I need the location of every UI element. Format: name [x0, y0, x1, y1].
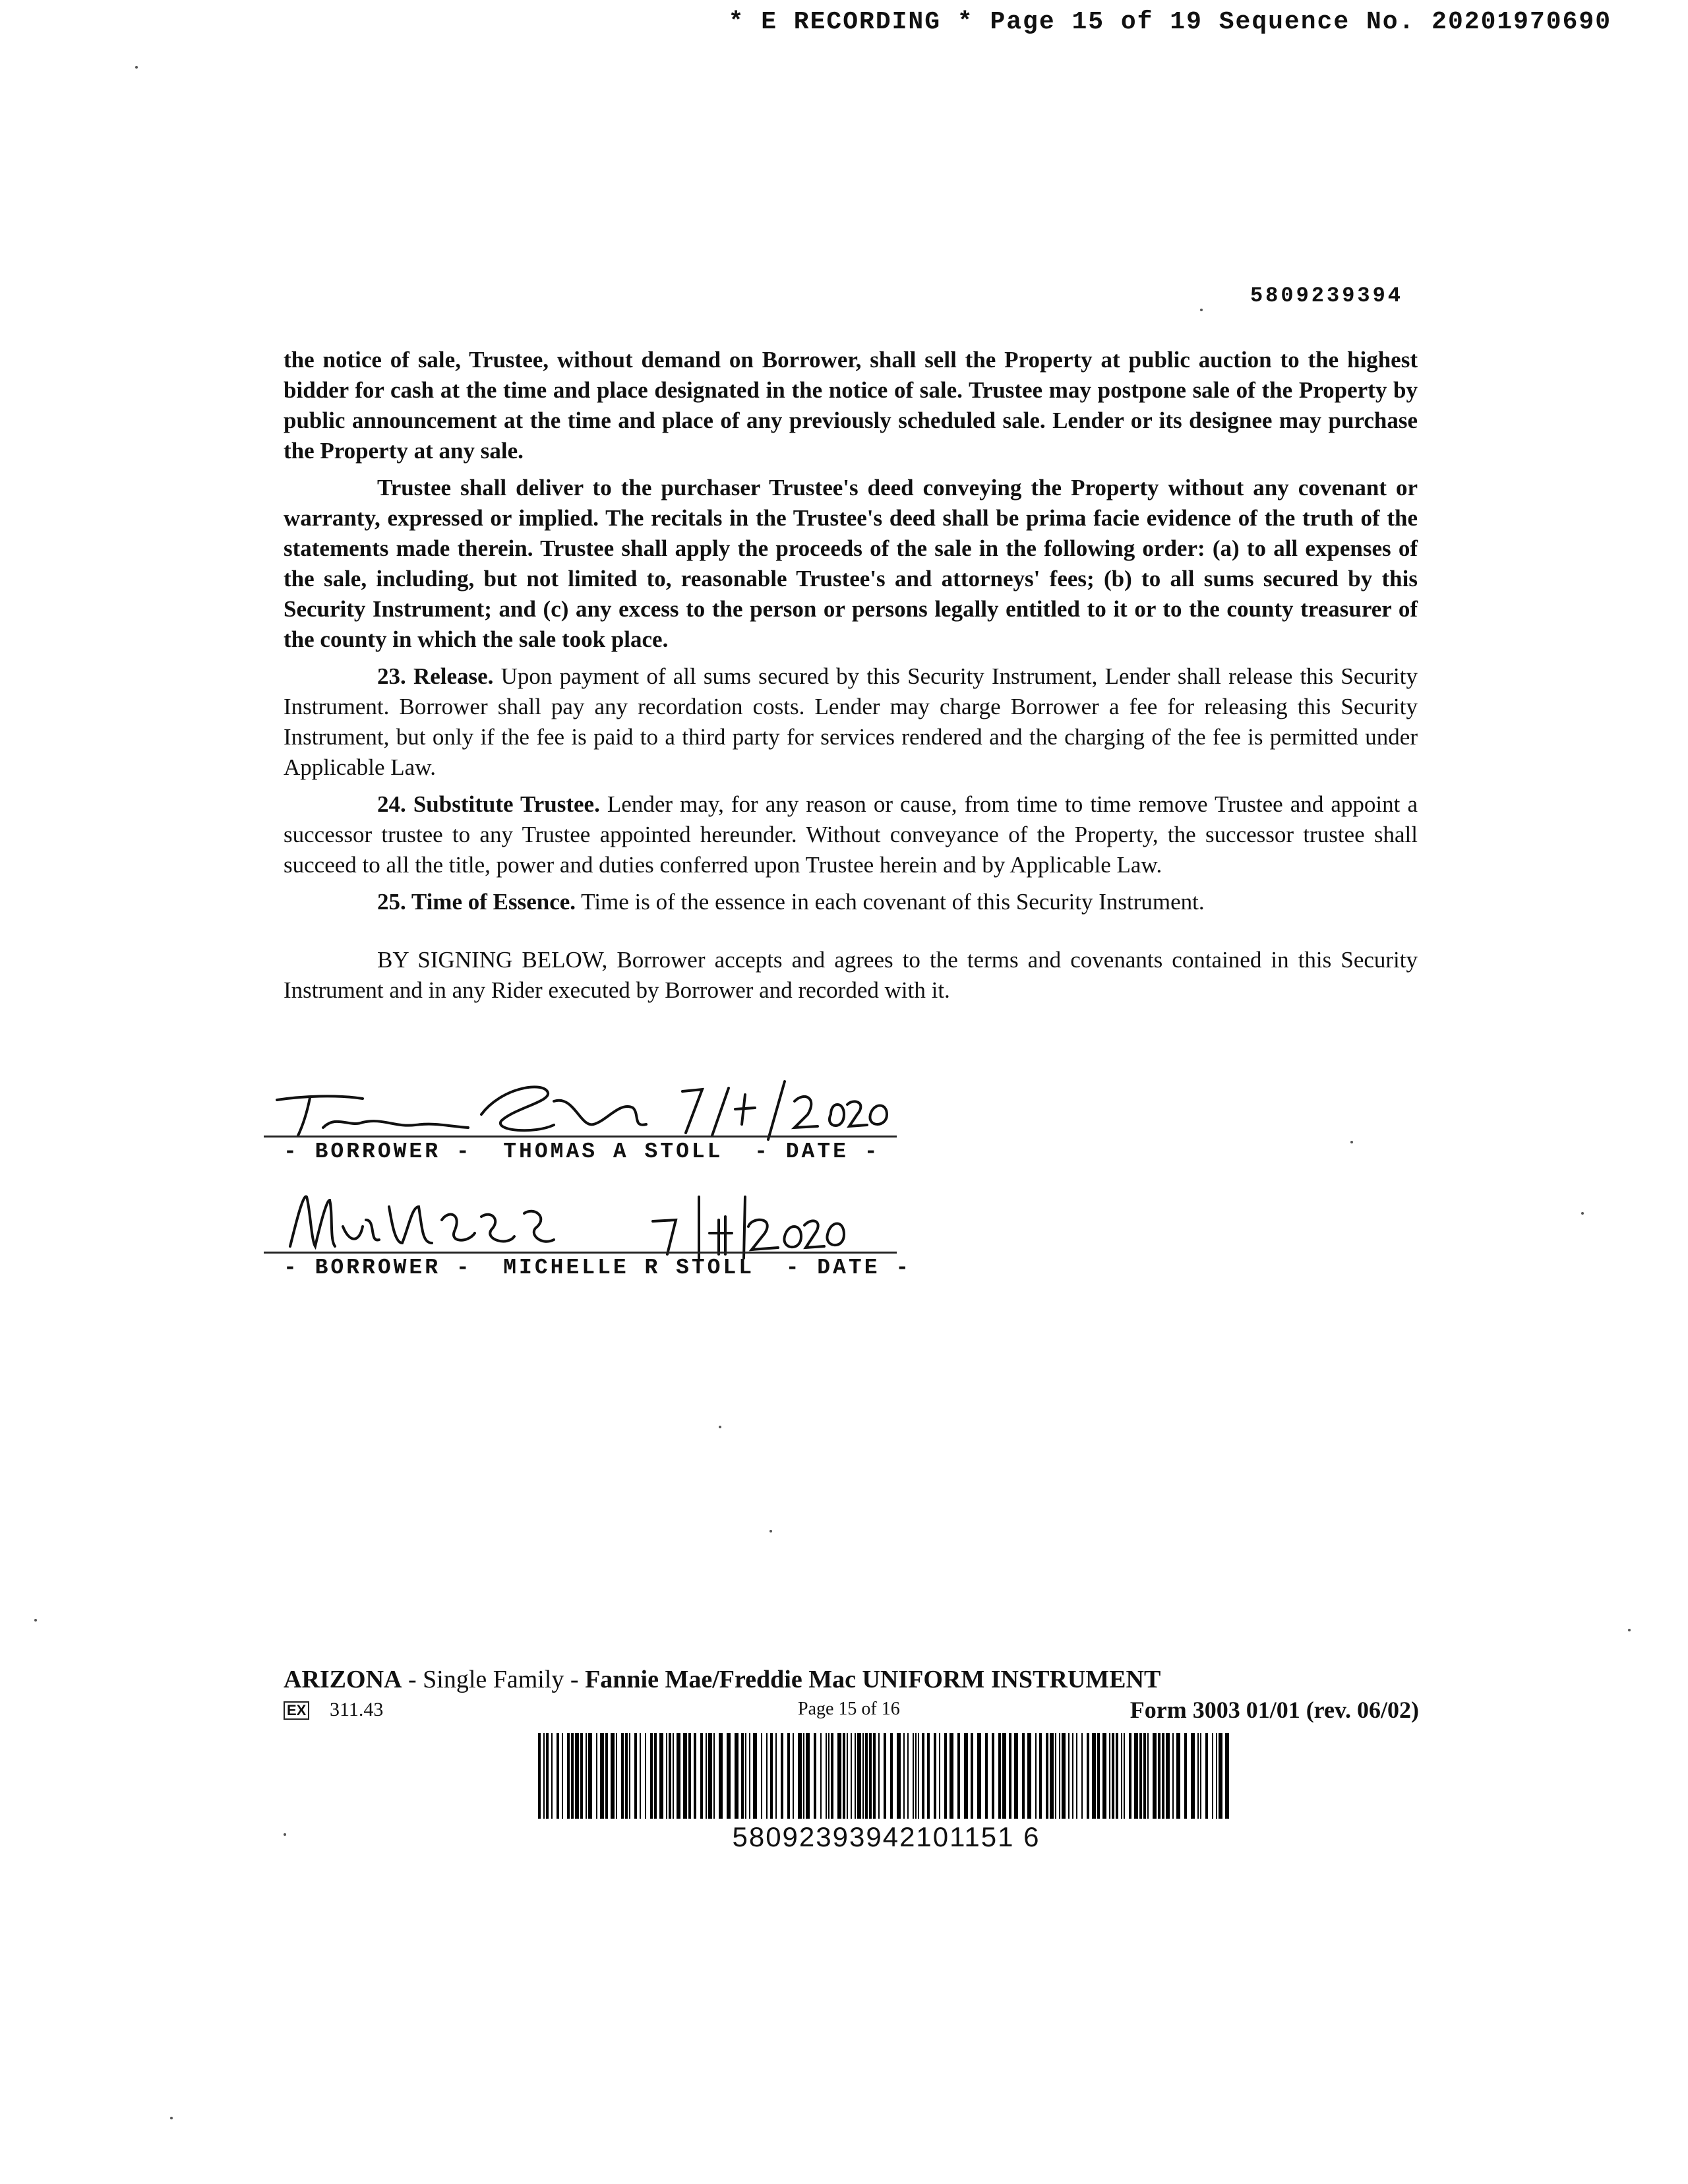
barcode-bar [1191, 1733, 1195, 1819]
barcode-bar [669, 1733, 671, 1819]
barcode-bar [666, 1733, 667, 1819]
barcode-bar [944, 1733, 947, 1819]
barcode-bar [654, 1733, 657, 1819]
barcode-bar [1166, 1733, 1170, 1819]
barcode-bar [1102, 1733, 1106, 1819]
signature-line [264, 1136, 897, 1138]
barcode-bar [907, 1733, 909, 1819]
document-body [284, 345, 1418, 1006]
barcode-bar [977, 1733, 981, 1819]
barcode-bar [1153, 1733, 1157, 1819]
barcode-bar [793, 1733, 794, 1819]
form-code: 311.43 [330, 1699, 384, 1720]
barcode-bar [586, 1733, 587, 1819]
signature-caption: - BORROWER - THOMAS A STOLL - DATE - [284, 1139, 880, 1164]
barcode-bar [611, 1733, 615, 1819]
barcode-bar [1197, 1733, 1199, 1819]
barcode-bar [634, 1733, 637, 1819]
barcode-bar [865, 1733, 868, 1819]
barcode-bar [694, 1733, 696, 1819]
paragraph-notice-of-sale: the notice of sale, Trustee, without demand on Borrower, shall sell the Property at public auction to the highest bidder for cash at the time and place designated in the notice of sale. Trustee may postpone sale of the Property by public announcement at the time and place of any previously scheduled sale. Lender or its designee may purchase the Property at any sale. [284, 347, 1418, 464]
barcode-bar [1116, 1733, 1118, 1819]
barcode-bar [1121, 1733, 1122, 1819]
barcode-number: 58092393942101151 6 [732, 1821, 1040, 1852]
barcode-bar [957, 1733, 960, 1819]
section-heading: 24. Substitute Trustee. [377, 791, 600, 817]
form-title [284, 1665, 1160, 1694]
barcode-bar [645, 1733, 646, 1819]
barcode-bar [677, 1733, 680, 1819]
paragraph-release [284, 661, 1418, 783]
barcode-bar [706, 1733, 707, 1819]
barcode-bar [939, 1733, 940, 1819]
barcode-bar [749, 1733, 750, 1819]
barcode-bar [843, 1733, 845, 1819]
barcode-bar [571, 1733, 574, 1819]
barcode-bar [1143, 1733, 1146, 1819]
handwritten-date [653, 1197, 844, 1258]
barcode-bar [1225, 1733, 1229, 1819]
barcode-bar [884, 1733, 886, 1819]
barcode-bar [557, 1733, 559, 1819]
barcode-bar [1022, 1733, 1025, 1819]
scan-speck [284, 1833, 286, 1836]
barcode-bar [1162, 1733, 1164, 1819]
barcode-bar [1014, 1733, 1018, 1819]
barcode-bar [575, 1733, 579, 1819]
barcode-bar [913, 1733, 914, 1819]
barcode-bar [890, 1733, 893, 1819]
scan-speck [1200, 309, 1203, 311]
signature-block-thomas [264, 1062, 897, 1167]
barcode-bar [1139, 1733, 1142, 1819]
barcode-bar [831, 1733, 833, 1819]
barcode-bar [735, 1733, 738, 1819]
barcode-bar [562, 1733, 563, 1819]
barcode-bar [803, 1733, 804, 1819]
barcode-bar [897, 1733, 901, 1819]
barcode-bar [1158, 1733, 1160, 1819]
barcode-bar [1112, 1733, 1114, 1819]
barcode-bar [922, 1733, 924, 1819]
barcode-bar [1176, 1733, 1180, 1819]
barcode-bar [1134, 1733, 1138, 1819]
handwritten-signature [264, 1062, 897, 1141]
barcode-bar [770, 1733, 773, 1819]
barcode-bar [1076, 1733, 1077, 1819]
barcode-bar [1129, 1733, 1131, 1819]
section-text: Lender may, for any reason or cause, from time to time remove Trustee and appoint a successor trustee to any Trustee appointed hereunder. Without conveyance of the Property, the successor trustee shall succeed to all the title, power and duties conferred upon Trustee herein and by Applicable Law. [284, 791, 1418, 878]
barcode-bar [688, 1733, 691, 1819]
barcode-bar [596, 1733, 597, 1819]
barcode-bar [878, 1733, 880, 1819]
barcode-bar [998, 1733, 1001, 1819]
section-heading: 25. Time of Essence. [377, 889, 576, 915]
paragraph-trustee-deed: Trustee shall deliver to the purchaser Trustee's deed conveying the Property without any covenant or warranty, expressed or implied. The recitals in the Trustee's deed shall be prima facie evidence of the truth of the statements made therein. Trustee shall apply the proceeds of the sale in the following order: (a) to all expenses of the sale, including, but not limited to, reasonable Trustee's and attorneys' fees; (b) to all sums secured by this Security Instrument; and (c) any excess to the person or persons legally entitled to it or to the county treasurer of the county in which the sale took place. [284, 475, 1418, 652]
barcode-bar [903, 1733, 905, 1819]
barcode-bar [1035, 1733, 1037, 1819]
barcode-bar [713, 1733, 715, 1819]
barcode-bar [820, 1733, 822, 1819]
scan-speck [1628, 1629, 1631, 1631]
barcode-bar [1087, 1733, 1089, 1819]
barcode-bar [1027, 1733, 1031, 1819]
barcode-bar [992, 1733, 994, 1819]
form-title-part: Fannie Mae/Freddie Mac UNIFORM INSTRUMENT [585, 1666, 1161, 1693]
barcode-bar [869, 1733, 872, 1819]
barcode-bar [775, 1733, 777, 1819]
barcode-bar [787, 1733, 790, 1819]
barcode-bar [1216, 1733, 1217, 1819]
form-state: ARIZONA [284, 1666, 402, 1693]
barcode-bar [1002, 1733, 1006, 1819]
barcode-bar [588, 1733, 592, 1819]
barcode-bar [683, 1733, 687, 1819]
paragraph-substitute-trustee [284, 789, 1418, 880]
barcode-bar [543, 1733, 545, 1819]
barcode-bar [1212, 1733, 1213, 1819]
barcode-bar [741, 1733, 744, 1819]
barcode-bar [673, 1733, 674, 1819]
section-text: Time is of the essence in each covenant of this Security Instrument. [576, 889, 1205, 915]
signature-block-michelle [264, 1180, 912, 1286]
barcode-bar [814, 1733, 816, 1819]
scan-speck [34, 1619, 37, 1622]
barcode-bar [781, 1733, 783, 1819]
scan-speck [170, 2117, 173, 2119]
barcode-bar [700, 1733, 703, 1819]
form-page-number: Page 15 of 16 [798, 1699, 900, 1719]
paragraph-time-of-essence [284, 887, 1418, 917]
barcode-bar [659, 1733, 663, 1819]
barcode-bar [1172, 1733, 1174, 1819]
barcode-bar [873, 1733, 876, 1819]
section-text: Upon payment of all sums secured by this Security Instrument, Lender shall release this Security Instrument. Borrower shall pay any recordation costs. Lender may charge Borrower a fee for releasing this Security Instrument, but only if the fee is paid to a third party for services rendered and the charging of the fee is permitted under Applicable Law. [284, 663, 1418, 780]
barcode-bar [605, 1733, 608, 1819]
barcode-bar [753, 1733, 757, 1819]
scan-speck [1581, 1212, 1584, 1215]
recording-header: * E RECORDING * Page 15 of 19 Sequence No. 20201970690 [728, 8, 1612, 36]
handwritten-date [682, 1081, 887, 1139]
signature-line [264, 1252, 897, 1254]
form-subline [284, 1699, 1419, 1725]
barcode-bar [837, 1733, 841, 1819]
barcode-bar [719, 1733, 723, 1819]
barcode-bar [985, 1733, 988, 1819]
barcode-bar [934, 1733, 936, 1819]
barcode-bar [798, 1733, 802, 1819]
barcode-bar [1068, 1733, 1070, 1819]
barcode-bar [851, 1733, 852, 1819]
barcode-bar [1092, 1733, 1096, 1819]
paragraph-signing-statement: BY SIGNING BELOW, Borrower accepts and agrees to the terms and covenants contained in this Security Instrument and in any Rider executed by Borrower and recorded with it. [284, 947, 1418, 1003]
signature-caption: - BORROWER - MICHELLE R STOLL - DATE - [284, 1256, 912, 1280]
barcode-bar [828, 1733, 829, 1819]
form-code-box: EX [284, 1701, 309, 1720]
barcode-bar [927, 1733, 930, 1819]
scan-speck [719, 1426, 721, 1428]
barcode-bar [625, 1733, 628, 1819]
barcode-bar [1062, 1733, 1066, 1819]
handwritten-signature [264, 1180, 897, 1259]
barcode-bar [1050, 1733, 1054, 1819]
barcode-bar [1219, 1733, 1222, 1819]
barcode-bar [855, 1733, 856, 1819]
scan-speck [769, 1530, 772, 1532]
barcode-bar [629, 1733, 630, 1819]
barcode-bar [567, 1733, 570, 1819]
barcode-bar [1097, 1733, 1100, 1819]
barcode-bar [1124, 1733, 1125, 1819]
barcode-bar [1147, 1733, 1149, 1819]
barcode-bar [745, 1733, 746, 1819]
barcode-bar [1200, 1733, 1201, 1819]
barcode-bar [1081, 1733, 1083, 1819]
barcode-bar [915, 1733, 917, 1819]
section-heading: 23. Release. [377, 663, 494, 689]
barcode-bar [806, 1733, 810, 1819]
barcode-bar [621, 1733, 624, 1819]
barcode-bar [616, 1733, 617, 1819]
barcode-bar [918, 1733, 919, 1819]
barcode-bar [857, 1733, 861, 1819]
barcode-bar [1205, 1733, 1208, 1819]
barcode-bar [551, 1733, 553, 1819]
barcode-bar [1109, 1733, 1110, 1819]
barcode-bar [1072, 1733, 1073, 1819]
barcode-bar [640, 1733, 641, 1819]
barcode-bar [971, 1733, 973, 1819]
barcode-bar [650, 1733, 653, 1819]
barcode-bar [1055, 1733, 1056, 1819]
barcode-bar [600, 1733, 604, 1819]
barcode-bar [964, 1733, 968, 1819]
barcode-bar [1046, 1733, 1048, 1819]
barcode-bar [1039, 1733, 1042, 1819]
barcode-bar [538, 1733, 541, 1819]
barcode-bar [1059, 1733, 1060, 1819]
form-number: Form 3003 01/01 (rev. 06/02) [1130, 1697, 1419, 1723]
barcode-bar [862, 1733, 864, 1819]
barcode-bar [761, 1733, 762, 1819]
scan-speck [1350, 1141, 1353, 1143]
barcode-bar [708, 1733, 712, 1819]
barcode-bar [766, 1733, 768, 1819]
barcode-bar [826, 1733, 827, 1819]
barcode-bar [950, 1733, 953, 1819]
barcode-bar [546, 1733, 549, 1819]
loan-number: 5809239394 [1250, 284, 1403, 308]
barcode-bar [727, 1733, 731, 1819]
barcode-bar [1184, 1733, 1187, 1819]
barcode-bar [580, 1733, 583, 1819]
barcode-bar [847, 1733, 848, 1819]
barcode-bar [1009, 1733, 1011, 1819]
form-title-part: - Single Family - [402, 1666, 586, 1693]
scan-speck [135, 66, 138, 69]
barcode [535, 1733, 1237, 1819]
